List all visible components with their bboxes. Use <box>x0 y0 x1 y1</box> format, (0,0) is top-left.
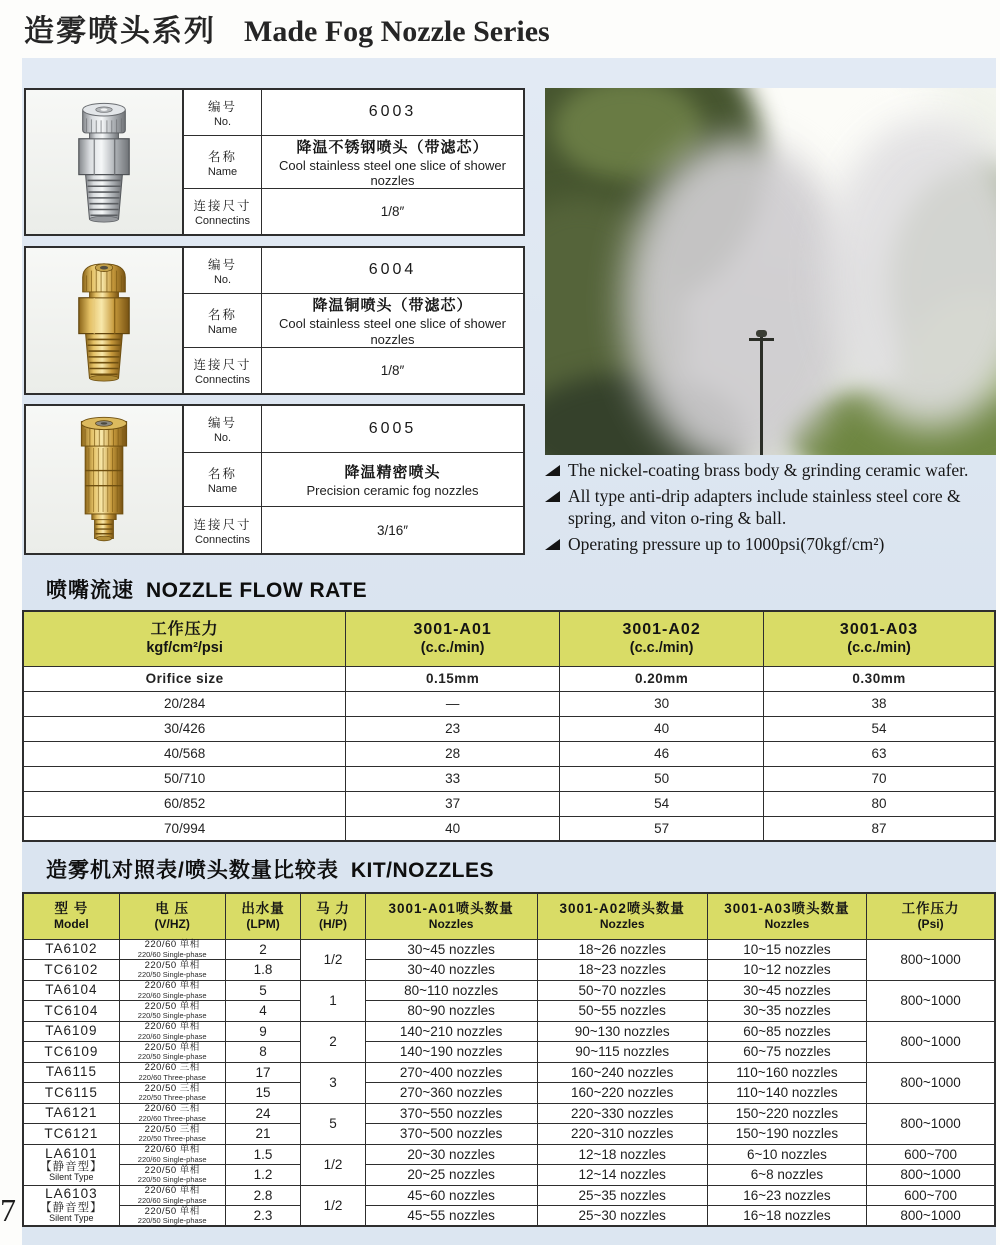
label-name-en: Name <box>207 165 238 178</box>
kit-cell-voltage: 220/50 三相 220/50 Three-phase <box>119 1083 225 1104</box>
kit-cell-model: TA6102 <box>23 939 119 960</box>
flow-cell-a01: 37 <box>346 791 560 816</box>
kit-cell-a01: 45~60 nozzles <box>365 1185 537 1206</box>
spec-row-connection <box>184 348 523 393</box>
spec-value <box>262 248 523 293</box>
flow-cell-a01: 40 <box>346 816 560 841</box>
feature-text: Operating pressure up to 1000psi(70kgf/cm²) <box>568 534 885 555</box>
kit-cell-model: TA6104 <box>23 980 119 1001</box>
kit-cell-lpm: 1.8 <box>225 960 301 981</box>
spec-row-name <box>184 453 523 508</box>
triangle-bullet-icon <box>545 465 560 476</box>
kit-cell-model: TC6109 <box>23 1042 119 1063</box>
page-title <box>24 6 550 50</box>
feature-item <box>545 534 1000 555</box>
flow-rate-row <box>23 741 995 766</box>
kit-cell-a01: 370~500 nozzles <box>365 1124 537 1145</box>
kit-cell-voltage: 220/60 单相 220/60 Single-phase <box>119 1144 225 1165</box>
product-spec-rows <box>184 90 523 234</box>
kit-cell-psi: 800~1000 <box>867 1103 995 1144</box>
page-title-chinese: 造雾喷头系列 <box>24 15 216 48</box>
spec-row-number <box>184 90 523 136</box>
orifice-value: 0.15mm <box>346 666 560 691</box>
spec-value <box>262 189 523 234</box>
kit-cell-model: LA6101 【静音型】 Silent Type <box>23 1144 119 1185</box>
spec-label <box>184 406 262 452</box>
product-name-zh: 降温精密喷头 <box>344 463 441 481</box>
spec-label <box>184 136 262 189</box>
kit-header-en: (V/HZ) <box>154 917 190 932</box>
kit-cell-a01: 20~30 nozzles <box>365 1144 537 1165</box>
flow-rate-header-row <box>23 611 995 666</box>
kit-cell-a03: 16~23 nozzles <box>707 1185 866 1206</box>
kit-cell-hp: 5 <box>301 1103 365 1144</box>
kit-cell-psi: 600~700 <box>867 1185 995 1206</box>
flow-cell-a02: 57 <box>560 816 764 841</box>
flow-header-a01 <box>346 611 560 666</box>
label-name-zh: 名称 <box>207 467 237 481</box>
spec-label <box>184 348 262 393</box>
kit-cell-voltage: 220/60 单相 220/60 Single-phase <box>119 1185 225 1206</box>
column-unit: (c.c./min) <box>847 640 911 657</box>
kit-cell-lpm: 2.8 <box>225 1185 301 1206</box>
kit-header-en: (Psi) <box>917 917 944 932</box>
kit-cell-voltage: 220/50 单相 220/50 Single-phase <box>119 1206 225 1227</box>
kit-cell-voltage: 220/60 单相 220/60 Single-phase <box>119 980 225 1001</box>
kit-cell-lpm: 17 <box>225 1062 301 1083</box>
product-spec-rows <box>184 248 523 393</box>
product-connection: 1/8″ <box>380 204 405 220</box>
kit-cell-a02: 220~310 nozzles <box>537 1124 707 1145</box>
photo-fog-plume-1 <box>625 138 855 455</box>
flow-cell-a02: 50 <box>560 766 764 791</box>
flow-cell-a03: 87 <box>764 816 995 841</box>
spec-label <box>184 248 262 293</box>
column-unit: (c.c./min) <box>420 640 485 657</box>
product-name-en: Cool stainless steel one slice of shower nozzles <box>279 316 506 347</box>
page-title-english: Made Fog Nozzle Series <box>244 15 550 48</box>
kit-cell-voltage: 220/50 单相 220/50 Single-phase <box>119 1001 225 1022</box>
label-name-zh: 名称 <box>207 149 237 164</box>
label-no-en: No. <box>213 432 232 445</box>
flow-cell-a02: 46 <box>560 741 764 766</box>
kit-nozzles-heading <box>46 854 494 884</box>
kit-cell-a02: 50~55 nozzles <box>537 1001 707 1022</box>
kit-table-row <box>23 1185 995 1206</box>
kit-table-row <box>23 1083 995 1104</box>
kit-table-row <box>23 1021 995 1042</box>
flow-rate-heading-zh: 喷嘴流速 <box>46 579 134 602</box>
flow-cell-pressure: 70/994 <box>23 816 346 841</box>
kit-cell-lpm: 24 <box>225 1103 301 1124</box>
kit-cell-voltage: 220/50 单相 220/50 Single-phase <box>119 960 225 981</box>
kit-cell-model: TA6121 <box>23 1103 119 1124</box>
kit-cell-hp: 1/2 <box>301 939 365 980</box>
kit-cell-a03: 110~140 nozzles <box>707 1083 866 1104</box>
nozzle-flow-rate-table <box>22 610 996 842</box>
kit-header-zh: 3001-A03喷头数量 <box>724 901 850 917</box>
label-name-en: Name <box>207 324 238 336</box>
kit-cell-psi: 800~1000 <box>867 980 995 1021</box>
kit-header-zh: 电 压 <box>155 901 190 917</box>
flow-rate-row <box>23 766 995 791</box>
flow-rate-heading <box>46 574 367 604</box>
flow-cell-a02: 30 <box>560 691 764 716</box>
label-no-en: No. <box>213 273 232 286</box>
kit-cell-a01: 80~90 nozzles <box>365 1001 537 1022</box>
kit-cell-a02: 90~115 nozzles <box>537 1042 707 1063</box>
spec-label <box>184 294 262 347</box>
spec-row-name <box>184 136 523 190</box>
kit-cell-hp: 1/2 <box>301 1185 365 1226</box>
page-number: 7 <box>0 1192 16 1228</box>
kit-cell-psi: 800~1000 <box>867 1062 995 1103</box>
product-image-cell <box>26 406 184 553</box>
product-card-6003 <box>24 88 525 236</box>
kit-cell-lpm: 8 <box>225 1042 301 1063</box>
label-no-zh: 编号 <box>207 416 237 431</box>
kit-cell-a01: 140~210 nozzles <box>365 1021 537 1042</box>
kit-header-zh: 出水量 <box>241 901 285 917</box>
photo-nozzle-crossbar <box>749 338 774 341</box>
kit-header-row <box>23 893 995 939</box>
kit-header-lpm <box>225 893 301 939</box>
kit-cell-a01: 45~55 nozzles <box>365 1206 537 1227</box>
kit-cell-a02: 220~330 nozzles <box>537 1103 707 1124</box>
flow-cell-a03: 63 <box>764 741 995 766</box>
kit-table-row <box>23 939 995 960</box>
kit-cell-hp: 1 <box>301 980 365 1021</box>
flow-cell-a02: 54 <box>560 791 764 816</box>
kit-cell-psi: 800~1000 <box>867 1021 995 1062</box>
kit-table-body <box>23 939 995 1226</box>
spec-value <box>262 90 523 135</box>
product-image-cell <box>26 90 184 234</box>
flow-cell-a02: 40 <box>560 716 764 741</box>
label-no-en: No. <box>213 115 232 128</box>
spec-row-number <box>184 248 523 294</box>
kit-cell-a02: 12~14 nozzles <box>537 1165 707 1186</box>
kit-cell-lpm: 2 <box>225 939 301 960</box>
spec-value <box>262 348 523 393</box>
kit-cell-model: TA6109 <box>23 1021 119 1042</box>
pressure-header-unit: kgf/cm²/psi <box>146 640 223 657</box>
kit-cell-a03: 30~45 nozzles <box>707 980 866 1001</box>
flow-cell-a01: 23 <box>346 716 560 741</box>
kit-header-en: Nozzles <box>599 917 645 932</box>
label-conn-zh: 连接尺寸 <box>193 358 252 373</box>
kit-heading-zh: 造雾机对照表/喷头数量比较表 <box>46 859 339 882</box>
kit-cell-a01: 270~360 nozzles <box>365 1083 537 1104</box>
flow-rate-table-body <box>23 666 995 841</box>
column-model: 3001-A01 <box>413 620 492 638</box>
kit-header-en: (H/P) <box>319 917 348 932</box>
kit-cell-a01: 80~110 nozzles <box>365 980 537 1001</box>
spec-label <box>184 507 262 553</box>
kit-header-en: Model <box>54 917 89 932</box>
kit-cell-lpm: 4 <box>225 1001 301 1022</box>
kit-cell-a02: 25~30 nozzles <box>537 1206 707 1227</box>
kit-cell-voltage: 220/50 三相 220/50 Three-phase <box>119 1124 225 1145</box>
feature-item <box>545 460 1000 481</box>
kit-cell-a03: 10~12 nozzles <box>707 960 866 981</box>
kit-cell-lpm: 1.2 <box>225 1165 301 1186</box>
kit-table-row <box>23 1124 995 1145</box>
product-number: 6005 <box>368 419 417 437</box>
kit-cell-a03: 60~85 nozzles <box>707 1021 866 1042</box>
kit-header-psi <box>867 893 995 939</box>
precision-ceramic-nozzle-image <box>54 414 154 546</box>
spec-row-number <box>184 406 523 453</box>
spec-label <box>184 189 262 234</box>
kit-cell-a02: 25~35 nozzles <box>537 1185 707 1206</box>
photo-nozzle-pole <box>760 336 763 455</box>
column-unit: (c.c./min) <box>629 640 694 657</box>
label-no-zh: 编号 <box>207 257 237 272</box>
kit-cell-a03: 30~35 nozzles <box>707 1001 866 1022</box>
product-name-zh: 降温铜喷头（带滤芯） <box>312 297 473 315</box>
triangle-bullet-icon <box>545 539 560 550</box>
feature-item <box>545 486 1000 529</box>
label-conn-zh: 连接尺寸 <box>193 199 252 214</box>
flow-cell-pressure: 20/284 <box>23 691 346 716</box>
kit-cell-model: TC6102 <box>23 960 119 981</box>
kit-cell-a02: 160~240 nozzles <box>537 1062 707 1083</box>
kit-header-voltage <box>119 893 225 939</box>
kit-table-row <box>23 1144 995 1165</box>
kit-cell-voltage: 220/60 单相 220/60 Single-phase <box>119 1021 225 1042</box>
kit-cell-a03: 6~8 nozzles <box>707 1165 866 1186</box>
product-card-6004 <box>24 246 525 395</box>
brass-nozzle-image <box>52 258 156 384</box>
flow-header-a02 <box>560 611 764 666</box>
kit-cell-a02: 12~18 nozzles <box>537 1144 707 1165</box>
kit-cell-a01: 30~45 nozzles <box>365 939 537 960</box>
spec-row-name <box>184 294 523 348</box>
kit-heading-en: KIT/NOZZLES <box>350 859 495 882</box>
product-name-en: Cool stainless steel one slice of shower nozzles <box>279 157 506 188</box>
spec-value <box>262 294 523 347</box>
label-conn-en: Connectins <box>194 374 251 387</box>
column-model: 3001-A02 <box>622 620 701 638</box>
kit-cell-model: LA6103 【静音型】 Silent Type <box>23 1185 119 1226</box>
kit-cell-a02: 90~130 nozzles <box>537 1021 707 1042</box>
kit-cell-psi: 800~1000 <box>867 1165 995 1186</box>
flow-cell-pressure: 30/426 <box>23 716 346 741</box>
flow-rate-heading-en: NOZZLE FLOW RATE <box>146 579 368 602</box>
flow-cell-a01: — <box>346 691 560 716</box>
kit-header-zh: 型 号 <box>54 901 89 917</box>
kit-cell-hp: 2 <box>301 1021 365 1062</box>
label-conn-zh: 连接尺寸 <box>193 517 252 532</box>
label-conn-en: Connectins <box>194 533 251 546</box>
kit-cell-lpm: 15 <box>225 1083 301 1104</box>
flow-header-pressure <box>23 611 346 666</box>
kit-cell-a01: 140~190 nozzles <box>365 1042 537 1063</box>
flow-cell-pressure: 40/568 <box>23 741 346 766</box>
kit-cell-hp: 1/2 <box>301 1144 365 1185</box>
spec-label <box>184 90 262 135</box>
kit-cell-psi: 600~700 <box>867 1144 995 1165</box>
orifice-value: 0.30mm <box>764 666 995 691</box>
flow-rate-row <box>23 791 995 816</box>
kit-cell-a02: 50~70 nozzles <box>537 980 707 1001</box>
kit-header-a01-nozzles <box>365 893 537 939</box>
spec-value <box>262 136 523 189</box>
kit-table-row <box>23 1042 995 1063</box>
kit-header-zh: 3001-A02喷头数量 <box>559 901 685 917</box>
column-model: 3001-A03 <box>839 620 919 638</box>
orifice-label: Orifice size <box>23 666 346 691</box>
kit-table-row <box>23 1165 995 1186</box>
kit-cell-voltage: 220/50 单相 220/50 Single-phase <box>119 1165 225 1186</box>
flow-cell-a01: 28 <box>346 741 560 766</box>
kit-cell-lpm: 21 <box>225 1124 301 1145</box>
product-number: 6003 <box>368 103 417 121</box>
spec-value <box>262 406 523 452</box>
label-name-en: Name <box>207 483 238 495</box>
product-number: 6004 <box>368 261 417 279</box>
kit-cell-a01: 20~25 nozzles <box>365 1165 537 1186</box>
label-name-zh: 名称 <box>207 308 237 322</box>
orifice-size-row <box>23 666 995 691</box>
spec-label <box>184 453 262 507</box>
kit-cell-model: TC6121 <box>23 1124 119 1145</box>
kit-cell-hp: 3 <box>301 1062 365 1103</box>
flow-cell-pressure: 50/710 <box>23 766 346 791</box>
product-connection: 3/16″ <box>376 522 409 538</box>
flow-cell-pressure: 60/852 <box>23 791 346 816</box>
spec-value <box>262 453 523 507</box>
kit-cell-lpm: 5 <box>225 980 301 1001</box>
feature-list <box>545 460 1000 560</box>
flow-cell-a03: 38 <box>764 691 995 716</box>
kit-header-a02-nozzles <box>537 893 707 939</box>
kit-header-zh: 马 力 <box>316 901 350 917</box>
flow-rate-row <box>23 691 995 716</box>
stainless-steel-nozzle-image <box>52 99 156 225</box>
kit-header-zh: 工作压力 <box>901 901 960 917</box>
flow-cell-a01: 33 <box>346 766 560 791</box>
kit-nozzles-table <box>22 892 996 1227</box>
flow-rate-row <box>23 716 995 741</box>
kit-cell-a03: 16~18 nozzles <box>707 1206 866 1227</box>
feature-text: The nickel-coating brass body & grinding ceramic wafer. <box>568 460 969 480</box>
kit-cell-model: TA6115 <box>23 1062 119 1083</box>
orifice-value: 0.20mm <box>560 666 764 691</box>
kit-table-row <box>23 960 995 981</box>
kit-cell-a03: 150~190 nozzles <box>707 1124 866 1145</box>
kit-header-hp <box>301 893 365 939</box>
kit-cell-a03: 6~10 nozzles <box>707 1144 866 1165</box>
kit-table-row <box>23 980 995 1001</box>
product-card-6005 <box>24 404 525 555</box>
kit-header-en: Nozzles <box>428 917 474 932</box>
flow-cell-a03: 70 <box>764 766 995 791</box>
kit-cell-a02: 18~23 nozzles <box>537 960 707 981</box>
kit-cell-a01: 270~400 nozzles <box>365 1062 537 1083</box>
kit-cell-a03: 150~220 nozzles <box>707 1103 866 1124</box>
product-name-zh: 降温不锈钢喷头（带滤芯） <box>296 138 489 156</box>
kit-cell-lpm: 2.3 <box>225 1206 301 1227</box>
kit-cell-a02: 160~220 nozzles <box>537 1083 707 1104</box>
kit-cell-voltage: 220/50 单相 220/50 Single-phase <box>119 1042 225 1063</box>
kit-cell-voltage: 220/60 单相 220/60 Single-phase <box>119 939 225 960</box>
kit-header-en: Nozzles <box>764 917 810 932</box>
spec-row-connection <box>184 189 523 234</box>
kit-cell-psi: 800~1000 <box>867 939 995 980</box>
kit-table-row <box>23 1062 995 1083</box>
kit-header-zh: 3001-A01喷头数量 <box>388 901 514 917</box>
kit-cell-a03: 110~160 nozzles <box>707 1062 866 1083</box>
flow-rate-row <box>23 816 995 841</box>
pressure-header-zh: 工作压力 <box>150 620 219 638</box>
flow-header-a03 <box>764 611 995 666</box>
photo-nozzle-head <box>756 330 767 337</box>
label-conn-en: Connectins <box>194 215 251 228</box>
kit-cell-a03: 10~15 nozzles <box>707 939 866 960</box>
kit-cell-a02: 18~26 nozzles <box>537 939 707 960</box>
product-spec-rows <box>184 406 523 553</box>
fog-misting-photo <box>545 88 996 455</box>
kit-table-row <box>23 1001 995 1022</box>
kit-cell-lpm: 1.5 <box>225 1144 301 1165</box>
kit-table-row <box>23 1206 995 1227</box>
feature-text: All type anti-drip adapters include stainless steel core & spring, and viton o-ring & ball. <box>568 486 961 528</box>
kit-cell-model: TC6104 <box>23 1001 119 1022</box>
triangle-bullet-icon <box>545 491 560 502</box>
kit-cell-psi: 800~1000 <box>867 1206 995 1227</box>
kit-cell-a03: 60~75 nozzles <box>707 1042 866 1063</box>
kit-header-model <box>23 893 119 939</box>
flow-cell-a03: 80 <box>764 791 995 816</box>
product-image-cell <box>26 248 184 393</box>
spec-row-connection <box>184 507 523 553</box>
kit-cell-lpm: 9 <box>225 1021 301 1042</box>
flow-cell-a03: 54 <box>764 716 995 741</box>
product-name-en: Precision ceramic fog nozzles <box>306 482 479 498</box>
kit-header-en: (LPM) <box>246 917 280 932</box>
kit-cell-a01: 370~550 nozzles <box>365 1103 537 1124</box>
spec-value <box>262 507 523 553</box>
label-no-zh: 编号 <box>207 99 237 114</box>
kit-cell-voltage: 220/60 三相 220/60 Three-phase <box>119 1062 225 1083</box>
product-connection: 1/8″ <box>380 363 405 379</box>
kit-cell-model: TC6115 <box>23 1083 119 1104</box>
kit-table-row <box>23 1103 995 1124</box>
kit-header-a03-nozzles <box>707 893 866 939</box>
kit-cell-a01: 30~40 nozzles <box>365 960 537 981</box>
kit-cell-voltage: 220/60 三相 220/60 Three-phase <box>119 1103 225 1124</box>
